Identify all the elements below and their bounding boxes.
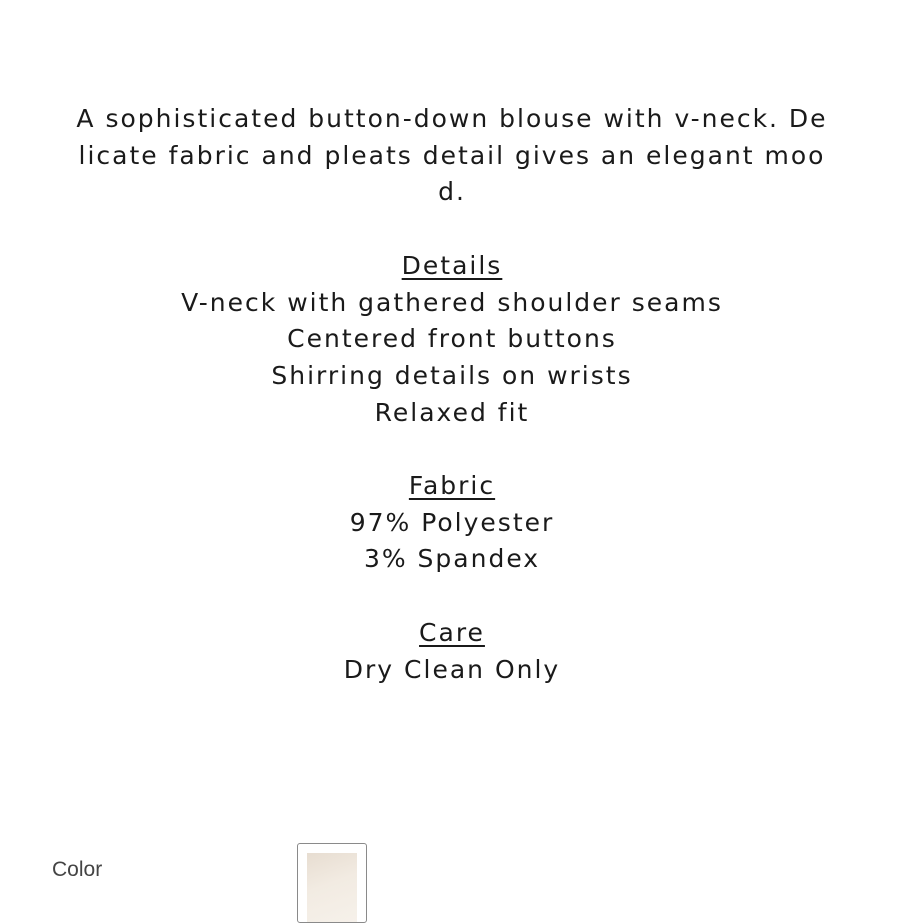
description-line: licate fabric and pleats detail gives an elegant moo	[78, 140, 826, 170]
care-heading: Care	[419, 617, 485, 647]
care-item: Dry Clean Only	[343, 654, 561, 684]
fabric-item: 97% Polyester	[349, 507, 555, 537]
details-item: Shirring details on wrists	[271, 360, 633, 390]
details-item: Relaxed fit	[374, 397, 530, 427]
fabric-item: 3% Spandex	[363, 544, 541, 574]
color-swatch-fill	[307, 853, 357, 922]
description-line: d.	[438, 177, 466, 207]
fabric-heading: Fabric	[408, 471, 496, 500]
color-label: Color	[52, 858, 103, 881]
description-line: A sophisticated button-down blouse with v-neck. De	[76, 104, 828, 133]
details-heading: Details	[401, 250, 503, 280]
product-description	[0, 101, 904, 688]
details-item: V-neck with gathered shoulder seams	[181, 287, 723, 317]
details-item: Centered front buttons	[287, 324, 617, 354]
color-swatch-ivory[interactable]	[297, 843, 367, 923]
